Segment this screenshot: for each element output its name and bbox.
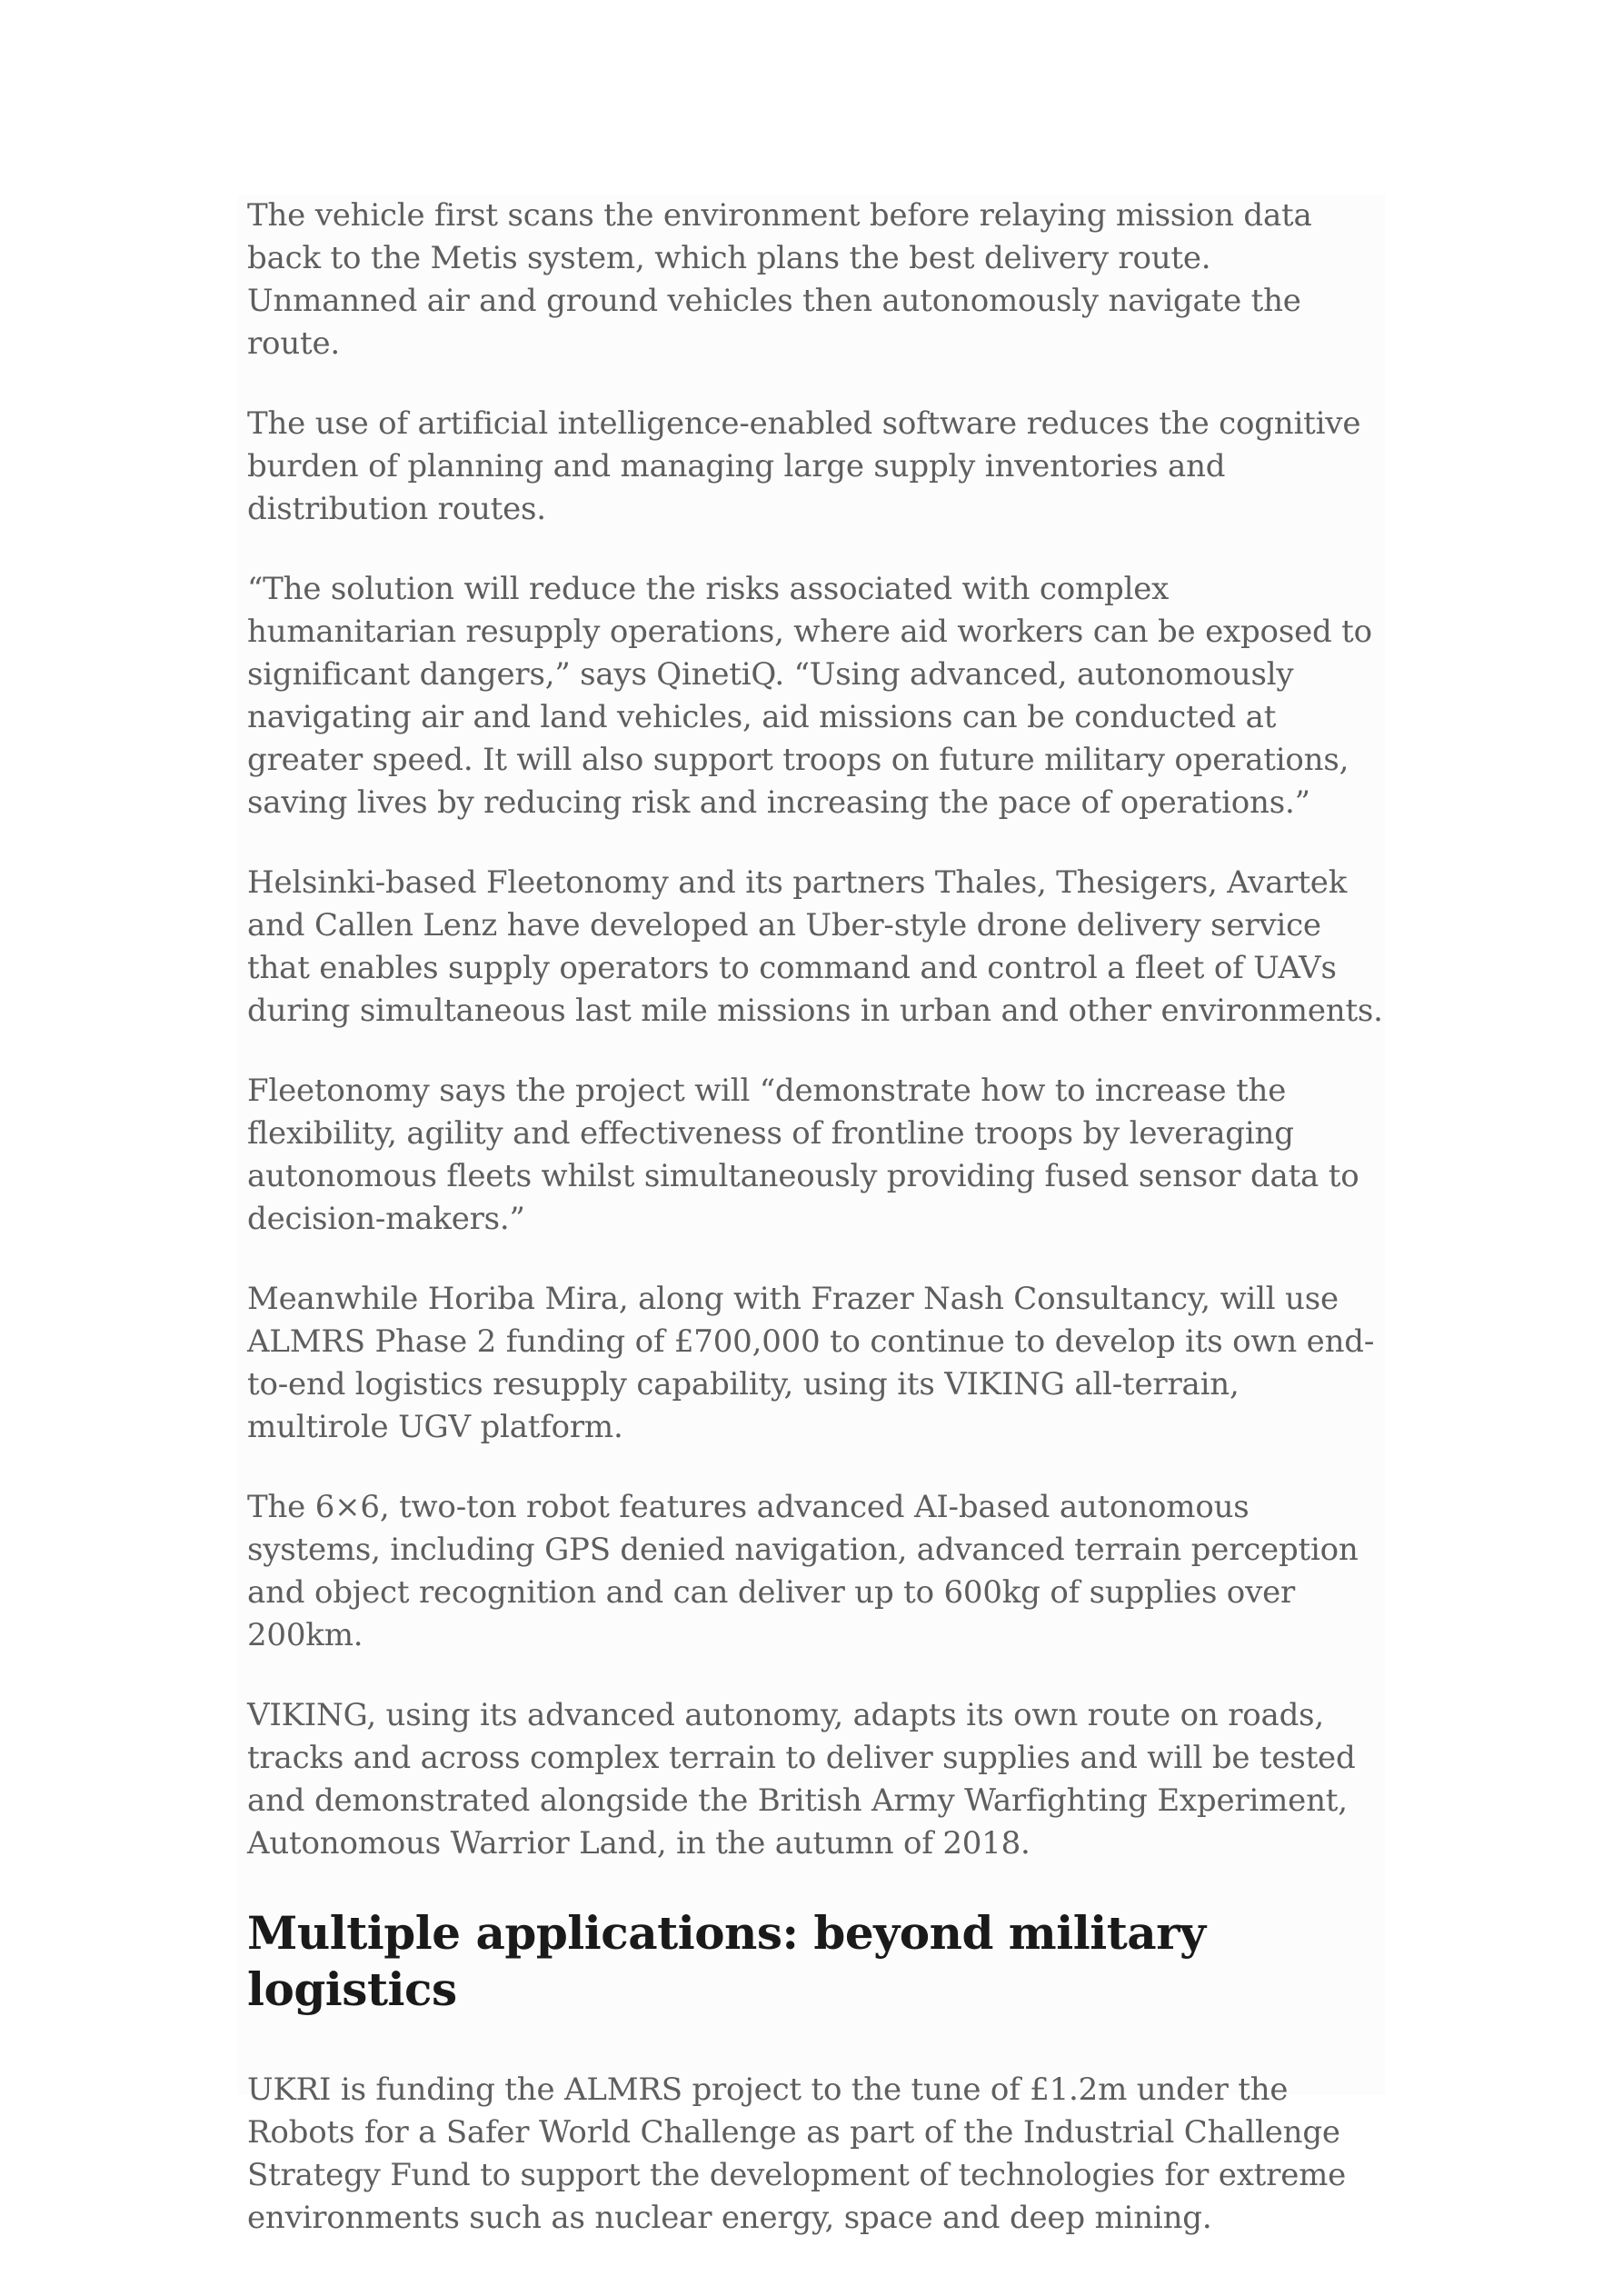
article-body: [238, 195, 1385, 2236]
article-paragraph: The 6×6, two-ton robot features advanced AI-based autonomous systems, including GPS denied navigation, advanced terrain perception and object recognition and can deliver up to 600kg of supplies over 200km.: [247, 1489, 1359, 1653]
article-paragraph: UKRI is funding the ALMRS project to the tune of £1.2m under the Robots for a Safer World Challenge as part of the Industrial Challenge Strategy Fund to support the development of technologies for extreme environments such as nuclear energy, space and deep mining.: [247, 2071, 1347, 2236]
section-heading: Multiple applications: beyond military logistics: [247, 1906, 1206, 2016]
article-paragraph: Meanwhile Horiba Mira, along with Frazer Nash Consultancy, will use ALMRS Phase 2 funding of £700,000 to continue to develop its own end-to-end logistics resupply capability, using its VIKING all-terrain, multirole UGV platform.: [247, 1281, 1375, 1445]
article-paragraph: The vehicle first scans the environment before relaying mission data back to the Metis system, which plans the best delivery route. Unmanned air and ground vehicles then autonomously navigate the route.: [247, 197, 1312, 362]
article-paragraph: “The solution will reduce the risks associated with complex humanitarian resupply operations, where aid workers can be exposed to significant dangers,” says QinetiQ. “Using advanced, autonomously navigating air and land vehicles, aid missions can be conducted at greater speed. It will also support troops on future military operations, saving lives by reducing risk and increasing the pace of operations.”: [247, 571, 1372, 821]
article-paragraph: Fleetonomy says the project will “demonstrate how to increase the flexibility, agility and effectiveness of frontline troops by leveraging autonomous fleets whilst simultaneously providing fused sensor data to decision-makers.”: [247, 1073, 1359, 1237]
article-paragraph: The use of artificial intelligence-enabled software reduces the cognitive burden of planning and managing large supply inventories and distribution routes.: [247, 405, 1361, 527]
article-paragraph: VIKING, using its advanced autonomy, adapts its own route on roads, tracks and across complex terrain to deliver supplies and will be tested and demonstrated alongside the British Army Warfighting Experiment, Autonomous Warrior Land, in the autumn of 2018.: [247, 1697, 1356, 1862]
article-paragraph: Helsinki-based Fleetonomy and its partners Thales, Thesigers, Avartek and Callen Lenz have developed an Uber-style drone delivery service that enables supply operators to command and control a fleet of UAVs during simultaneous last mile missions in urban and other environments.: [247, 864, 1383, 1029]
